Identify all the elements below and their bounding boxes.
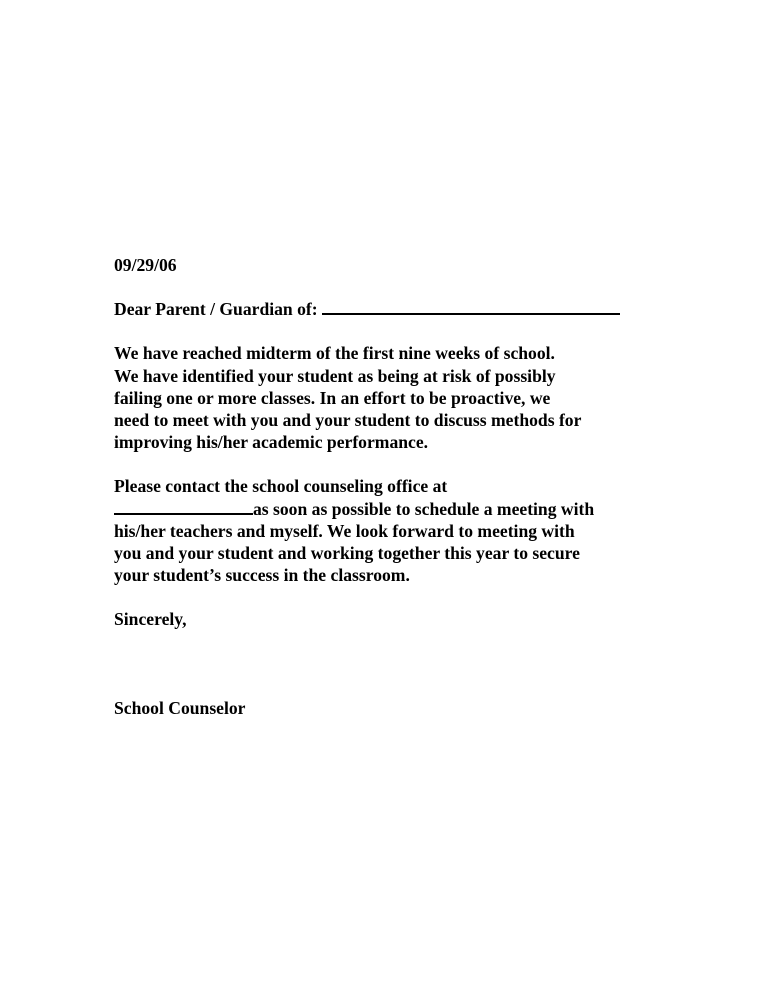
paragraph-line — [114, 498, 659, 520]
paragraph-contact-request — [114, 475, 659, 586]
paragraph-line: his/her teachers and myself. We look forward to meeting with — [114, 520, 575, 541]
salutation — [114, 298, 659, 320]
student-name-blank — [322, 299, 620, 315]
paragraph-line: Please contact the school counseling office at — [114, 476, 448, 497]
paragraph-line: We have reached midterm of the first nine weeks of school. — [114, 343, 555, 364]
signature-title: School Counselor — [114, 697, 246, 718]
salutation-text: Dear Parent / Guardian of: — [114, 299, 318, 320]
phone-number-blank — [114, 499, 253, 515]
paragraph-line: your student’s success in the classroom. — [114, 565, 410, 586]
letter-body — [114, 254, 659, 719]
paragraph-line: improving his/her academic performance. — [114, 432, 429, 453]
paragraph-line-text: as soon as possible to schedule a meeting with — [253, 498, 595, 519]
paragraph-line: We have identified your student as being at risk of possibly — [114, 365, 556, 386]
paragraph-line: failing one or more classes. In an effort to be proactive, we — [114, 387, 551, 408]
closing: Sincerely, — [114, 609, 187, 630]
paragraph-midterm-notice — [114, 342, 659, 453]
paragraph-line: you and your student and working together this year to secure — [114, 543, 580, 564]
paragraph-line: need to meet with you and your student to discuss methods for — [114, 410, 582, 431]
letter-date: 09/29/06 — [114, 255, 177, 275]
